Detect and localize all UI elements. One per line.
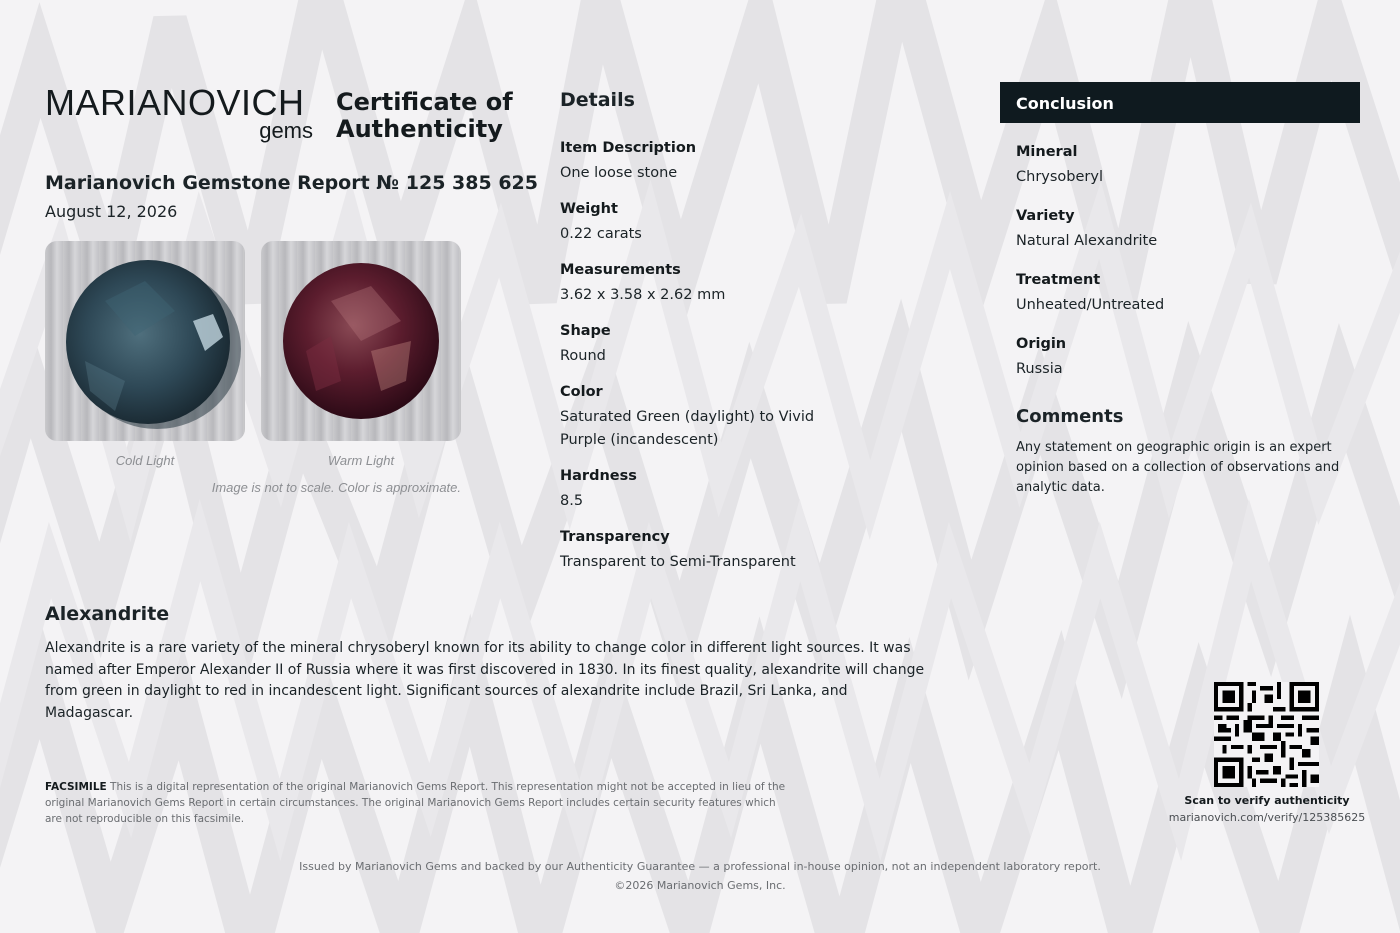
field-value: Transparent to Semi-Transparent (560, 554, 796, 570)
conclusion-header: Conclusion (1000, 82, 1360, 123)
verify-title: Scan to verify authenticity (1184, 794, 1350, 807)
detail-color (560, 382, 860, 452)
gem-photo-warm-light (261, 241, 461, 441)
field-value: Natural Alexandrite (1016, 233, 1158, 249)
field-value: 0.22 carats (560, 226, 642, 242)
variety-description: Alexandrite is a rare variety of the mineral chrysoberyl known for its ability to change color in different light sources. It was named after Emperor Alexander II of Russia where it was first discovered in 1830. In its finest quality, alexandrite will change from green in daylight to red in incandescent light. Significant sources of alexandrite include Brazil, Sri Lanka, and Madagascar. (45, 640, 925, 721)
conclusion-treatment (1016, 270, 1346, 317)
verify-url-link[interactable]: marianovich.com/verify/125385625 (1168, 811, 1366, 824)
details-list (560, 138, 860, 588)
field-value: Saturated Green (daylight) to Vivid Purple (incandescent) (560, 409, 815, 448)
detail-hardness (560, 466, 860, 513)
detail-item-description (560, 138, 860, 185)
field-label: Treatment (1016, 272, 1101, 288)
conclusion-mineral (1016, 142, 1346, 189)
detail-weight (560, 199, 860, 246)
field-label: Mineral (1016, 144, 1078, 160)
field-value: Russia (1016, 361, 1063, 377)
variety-heading: Alexandrite (45, 603, 170, 625)
field-label: Item Description (560, 140, 697, 156)
facsimile-label: FACSIMILE (45, 781, 107, 793)
report-date: August 12, 2026 (45, 202, 178, 221)
image-disclaimer: Image is not to scale. Color is approximate. (211, 480, 461, 495)
field-label: Shape (560, 323, 611, 339)
detail-shape (560, 321, 860, 368)
report-title: Marianovich Gemstone Report № 125 385 625 (45, 172, 538, 194)
certificate-title: Certificate of Authenticity (336, 88, 513, 143)
logo-wordmark: MARIANOVICH (45, 82, 305, 123)
logo-subtitle: gems (259, 118, 313, 143)
details-heading: Details (560, 89, 635, 111)
field-label: Variety (1016, 208, 1075, 224)
field-value: Unheated/Untreated (1016, 297, 1165, 313)
field-label: Origin (1016, 336, 1067, 352)
field-value: 8.5 (560, 493, 584, 509)
gem-photo-cold-light (45, 241, 245, 441)
conclusion-origin (1016, 334, 1346, 381)
detail-measurements (560, 260, 860, 307)
field-value: 3.62 x 3.58 x 2.62 mm (560, 287, 726, 303)
field-label: Measurements (560, 262, 681, 278)
field-value: Chrysoberyl (1016, 169, 1103, 185)
comments-text: Any statement on geographic origin is an expert opinion based on a collection of observations and analytic data. (1016, 440, 1340, 495)
field-label: Color (560, 384, 603, 400)
footer-copyright: ©2026 Marianovich Gems, Inc. (614, 879, 786, 892)
field-label: Hardness (560, 468, 637, 484)
verification-qr-code[interactable] (1214, 682, 1319, 787)
conclusion-list (1016, 142, 1346, 398)
detail-transparency (560, 527, 860, 574)
brand-logo (45, 82, 315, 148)
field-value: One loose stone (560, 165, 678, 181)
comments-heading: Comments (1016, 406, 1124, 427)
cold-light-caption: Cold Light (115, 453, 175, 468)
field-label: Weight (560, 201, 618, 217)
field-value: Round (560, 348, 606, 364)
warm-light-caption: Warm Light (327, 453, 395, 468)
field-label: Transparency (560, 529, 670, 545)
conclusion-variety (1016, 206, 1346, 253)
facsimile-text: This is a digital representation of the original Marianovich Gems Report. This representation might not be accepted in lieu of the original Marianovich Gems Report in certain circumstances. The original Marianovich Gems Report includes certain security features which are not reproducible on this facsimile. (45, 781, 786, 825)
facsimile-notice (45, 779, 790, 827)
footer-issued-statement: Issued by Marianovich Gems and backed by our Authenticity Guarantee — a professional in-house opinion, not an independent laboratory report. (299, 860, 1101, 873)
